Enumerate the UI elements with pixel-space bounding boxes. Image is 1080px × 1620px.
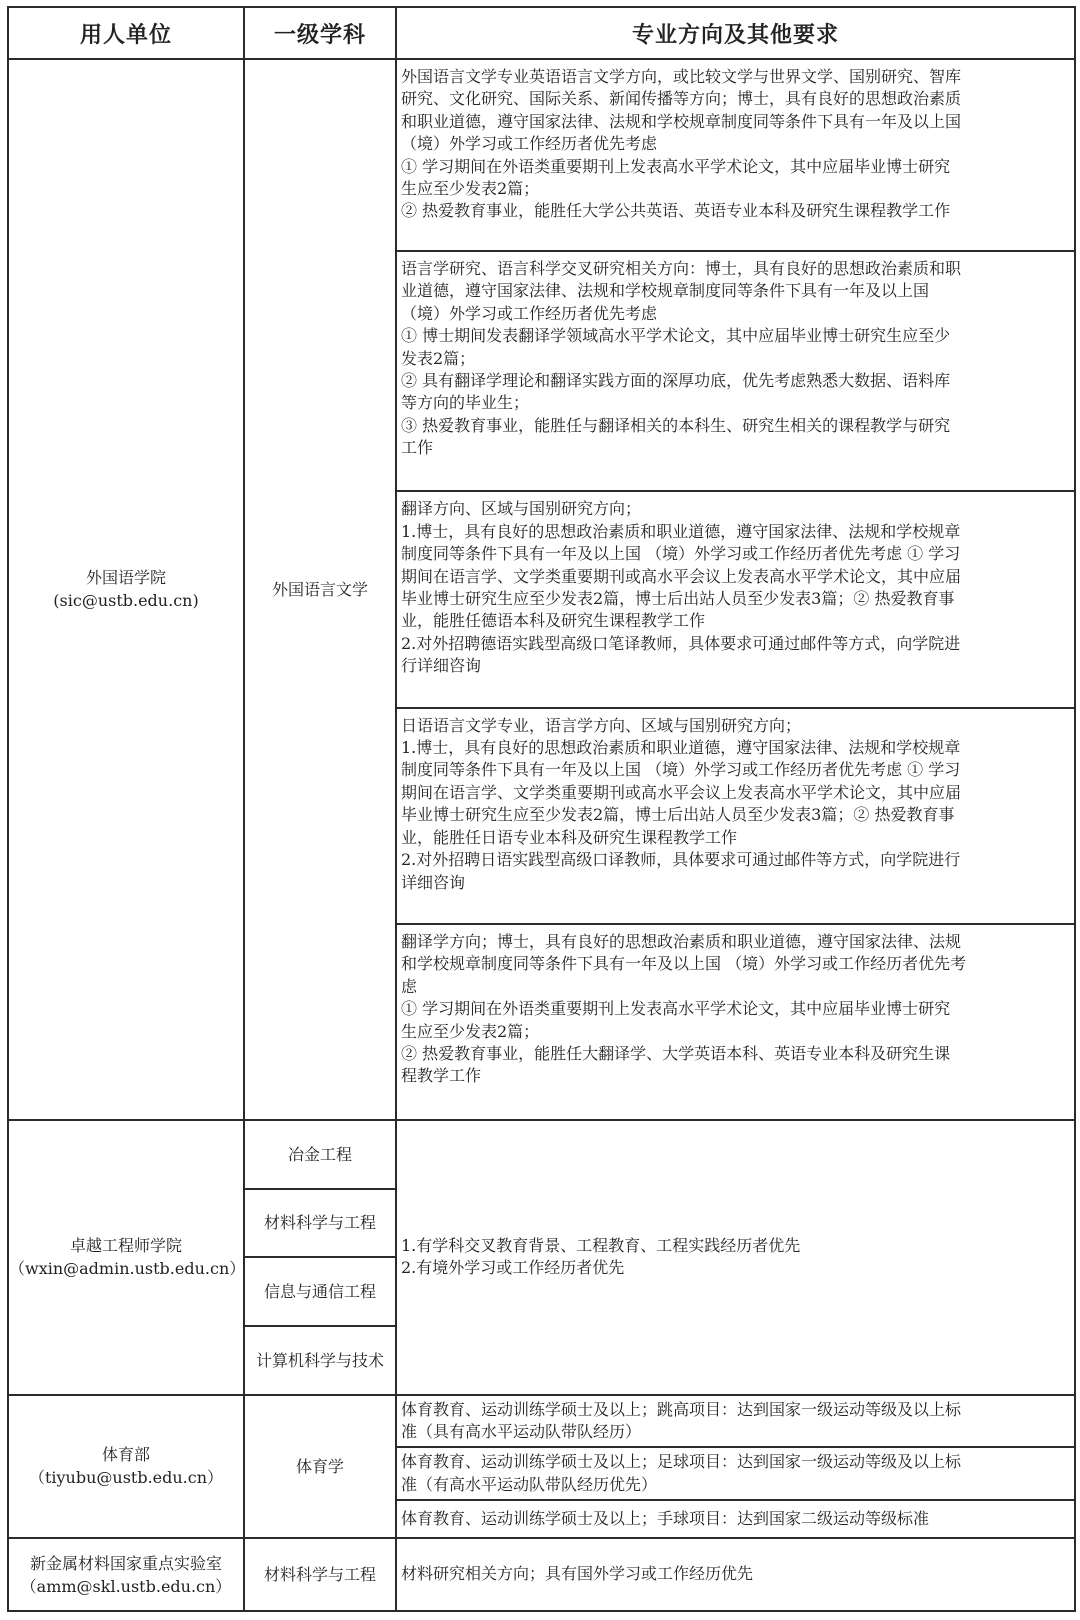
- requirement-cell: [396, 1538, 1075, 1611]
- requirement-cell: [396, 1395, 1075, 1448]
- requirement-line: 业，能胜任日语专业本科及研究生课程教学工作: [401, 827, 738, 847]
- requirement-line: （境）外学习或工作经历者优先考虑: [401, 303, 658, 323]
- requirement-line: 外国语言文学专业英语语言文学方向，或比较文学与世界文学、国别研究、智库: [401, 67, 962, 86]
- requirement-line: （境）外学习或工作经历者优先考虑: [401, 134, 658, 154]
- requirement-line: 体育教育、运动训练学硕士及以上；手球项目：达到国家二级运动等级标准: [401, 1508, 930, 1528]
- requirement-cell: [396, 251, 1075, 491]
- requirement-line: 毕业博士研究生应至少发表2篇，博士后出站人员至少发表3篇；② 热爱教育事: [401, 805, 955, 825]
- requirement-line: ① 博士期间发表翻译学领域高水平学术论文，其中应届毕业博士研究生应至少: [401, 326, 951, 346]
- requirement-line: 详细咨询: [401, 872, 466, 892]
- requirement-line: 工作: [401, 438, 434, 458]
- table-row: [8, 1538, 1075, 1611]
- header-row: [8, 7, 1075, 59]
- unit-name: 外国语学院: [85, 568, 166, 588]
- table-row: [8, 1395, 1075, 1448]
- requirement-cell: [396, 491, 1075, 707]
- recruitment-table: [7, 6, 1076, 1612]
- requirement-line: 业道德，遵守国家法律、法规和学校规章制度同等条件下具有一年及以上国: [401, 281, 930, 301]
- requirement-line: 翻译方向、区域与国别研究方向；: [401, 499, 642, 519]
- requirement-line: ② 热爱教育事业，能胜任大学公共英语、英语专业本科及研究生课程教学工作: [401, 201, 951, 221]
- requirement-line: 期间在语言学、文学类重要期刊或高水平会议上发表高水平学术论文，其中应届: [401, 782, 962, 802]
- requirement-line: ① 学习期间在外语类重要期刊上发表高水平学术论文，其中应届毕业博士研究: [401, 156, 951, 176]
- requirement-line: 日语语言文学专业，语言学方向、区域与国别研究方向；: [401, 715, 802, 735]
- subject-cell: 体育学: [244, 1395, 396, 1538]
- subject-cell: 计算机科学与技术: [244, 1326, 396, 1395]
- requirement-line: 毕业博士研究生应至少发表2篇，博士后出站人员至少发表3篇；② 热爱教育事: [401, 589, 955, 609]
- requirement-line: ② 热爱教育事业，能胜任大翻译学、大学英语本科、英语专业本科及研究生课: [401, 1043, 951, 1063]
- requirement-line: 生应至少发表2篇；: [401, 179, 540, 199]
- requirement-line: 生应至少发表2篇；: [401, 1021, 540, 1041]
- requirement-line: 翻译学方向；博士，具有良好的思想政治素质和职业道德，遵守国家法律、法规: [401, 931, 962, 951]
- table-row: [8, 1120, 1075, 1189]
- header-unit: 用人单位: [8, 7, 244, 59]
- requirement-line: 体育教育、运动训练学硕士及以上；足球项目：达到国家一级运动等级及以上标: [401, 1452, 962, 1472]
- requirement-line: ③ 热爱教育事业，能胜任与翻译相关的本科生、研究生相关的课程教学与研究: [401, 415, 951, 435]
- requirement-line: 程教学工作: [401, 1066, 482, 1086]
- unit-email: （amm@skl.ustb.edu.cn）: [20, 1576, 232, 1596]
- requirement-line: 准（有高水平运动队带队经历优先）: [401, 1474, 658, 1494]
- requirement-line: 和职业道德，遵守国家法律、法规和学校规章制度同等条件下具有一年及以上国: [401, 111, 962, 131]
- requirement-cell: [396, 59, 1075, 251]
- table-row: [8, 59, 1075, 251]
- unit-cell-state-key-lab: [8, 1538, 244, 1611]
- subject-cell: 外国语言文学: [244, 59, 396, 1120]
- requirement-cell: [396, 924, 1075, 1120]
- requirement-line: ① 学习期间在外语类重要期刊上发表高水平学术论文，其中应届毕业博士研究: [401, 999, 951, 1019]
- subject-cell: 材料科学与工程: [244, 1189, 396, 1258]
- unit-email: （wxin@admin.ustb.edu.cn）: [9, 1259, 246, 1279]
- requirement-line: 1.博士，具有良好的思想政治素质和职业道德，遵守国家法律、法规和学校规章: [401, 521, 961, 541]
- requirement-line: 期间在语言学、文学类重要期刊或高水平会议上发表高水平学术论文，其中应届: [401, 566, 962, 586]
- requirement-line: 2.有境外学习或工作经历者优先: [401, 1258, 625, 1278]
- requirement-line: 行详细咨询: [401, 656, 482, 676]
- unit-email: （tiyubu@ustb.edu.cn）: [28, 1468, 224, 1488]
- unit-cell-engineers: [8, 1120, 244, 1395]
- unit-cell-foreign-languages: [8, 59, 244, 1120]
- header-requirements: 专业方向及其他要求: [396, 7, 1075, 59]
- unit-name: 新金属材料国家重点实验室: [29, 1553, 222, 1573]
- requirement-line: 材料研究相关方向；具有国外学习或工作经历优先: [401, 1564, 754, 1584]
- requirement-cell: [396, 1120, 1075, 1395]
- requirement-line: 1.博士，具有良好的思想政治素质和职业道德，遵守国家法律、法规和学校规章: [401, 738, 961, 758]
- requirement-line: 体育教育、运动训练学硕士及以上；跳高项目：达到国家一级运动等级及以上标: [401, 1399, 962, 1419]
- requirement-line: 2.对外招聘日语实践型高级口译教师，具体要求可通过邮件等方式，向学院进行: [401, 850, 961, 870]
- unit-name: 卓越工程师学院: [69, 1236, 182, 1256]
- requirement-line: 研究、文化研究、国际关系、新闻传播等方向；博士，具有良好的思想政治素质: [401, 89, 962, 109]
- requirement-line: 2.对外招聘德语实践型高级口笔译教师，具体要求可通过邮件等方式，向学院进: [401, 633, 961, 653]
- requirement-line: 虑: [401, 976, 418, 996]
- requirement-line: 等方向的毕业生；: [401, 393, 530, 413]
- requirement-cell: [396, 1447, 1075, 1500]
- requirement-line: 语言学研究、语言科学交叉研究相关方向：博士，具有良好的思想政治素质和职: [401, 258, 962, 278]
- requirement-line: 发表2篇；: [401, 348, 476, 368]
- subject-cell: 冶金工程: [244, 1120, 396, 1189]
- header-subject: 一级学科: [244, 7, 396, 59]
- subject-cell: 信息与通信工程: [244, 1257, 396, 1326]
- subject-cell: 材料科学与工程: [244, 1538, 396, 1611]
- requirement-cell: [396, 708, 1075, 924]
- requirement-line: 准（具有高水平运动队带队经历）: [401, 1421, 642, 1441]
- requirement-line: ② 具有翻译学理论和翻译实践方面的深厚功底，优先考虑熟悉大数据、语料库: [401, 371, 951, 390]
- requirement-line: 制度同等条件下具有一年及以上国 （境）外学习或工作经历者优先考虑 ① 学习: [401, 544, 961, 564]
- requirement-line: 制度同等条件下具有一年及以上国 （境）外学习或工作经历者优先考虑 ① 学习: [401, 760, 961, 780]
- unit-cell-sports: [8, 1395, 244, 1538]
- requirement-line: 和学校规章制度同等条件下具有一年及以上国 （境）外学习或工作经历者优先考: [401, 954, 967, 974]
- requirement-cell: [396, 1500, 1075, 1538]
- unit-email: (sic@ustb.edu.cn): [53, 591, 199, 611]
- requirement-line: 业，能胜任德语本科及研究生课程教学工作: [401, 611, 706, 631]
- requirement-line: 1.有学科交叉教育背景、工程教育、工程实践经历者优先: [401, 1235, 801, 1255]
- unit-name: 体育部: [101, 1445, 150, 1465]
